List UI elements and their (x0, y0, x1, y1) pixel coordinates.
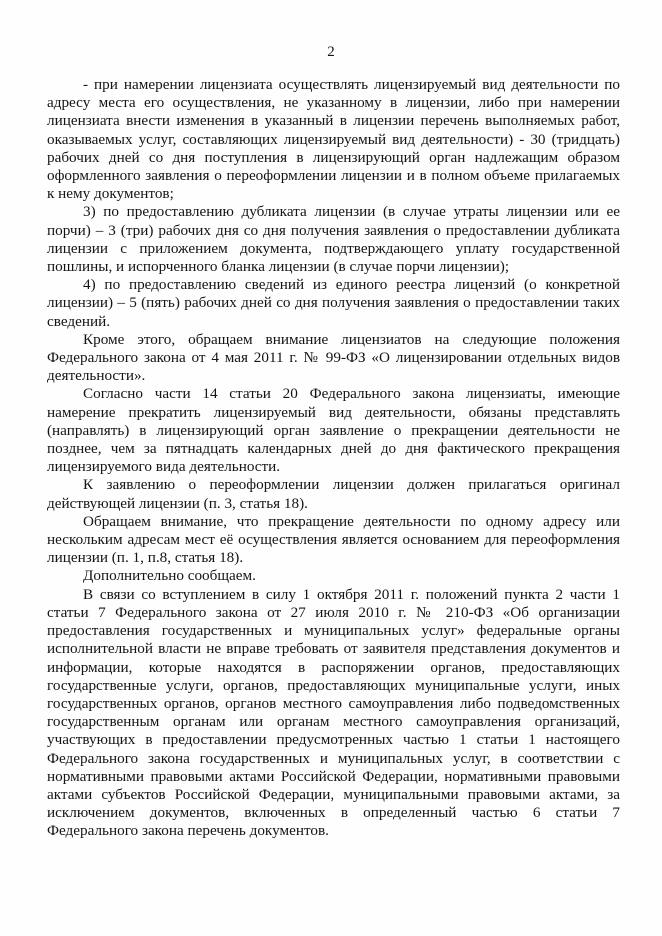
paragraph-federal-law-99: Кроме этого, обращаем внимание лицензиатов на следующие положения Федерального закона от 4 мая 2011 г. № 99-ФЗ «О лицензировании отдельных видов деятельности». (47, 330, 620, 385)
document-body (47, 76, 620, 841)
paragraph-original-license: К заявлению о переоформлении лицензии должен прилагаться оригинал действующей лицензии (п. 3, статья 18). (47, 476, 620, 512)
paragraph-registry-info: 4) по предоставлению сведений из единого реестра лицензий (о конкретной лицензии) – 5 (пять) рабочих дней со дня получения заявления о предоставлении таких сведений. (47, 276, 620, 330)
paragraph-additional-info: Дополнительно сообщаем. (83, 567, 256, 585)
page-number: 2 (327, 44, 335, 60)
paragraph-duplicate-license: 3) по предоставлению дубликата лицензии (в случае утраты лицензии или ее порчи) – 3 (три) рабочих дня со дня получения заявления о предоставлении дубликата лицензии с приложением документа, подтверждающего уплату государственной пошлины, и испорченного бланка лицензии (в случае порчи лицензии); (47, 203, 620, 276)
paragraph-address-termination: Обращаем внимание, что прекращение деятельности по одному адресу или нескольким адресам мест её осуществления является основанием для переоформления лицензии (п. 1, п.8, статья 18). (47, 512, 620, 567)
paragraph-termination-notice: Согласно части 14 статьи 20 Федерального закона лицензиаты, имеющие намерение прекратить лицензируемый вид деятельности, обязаны представлять (направлять) в лицензирующий орган заявление о прекращении деятельности не позднее, чем за пятнадцать календарных дней до дня фактического прекращения лицензируемого вида деятельности. (47, 385, 620, 476)
paragraph-reissue-address: - при намерении лицензиата осуществлять лицензируемый вид деятельности по адресу места его осуществления, не указанному в лицензии, либо при намерении лицензиата внести изменения в указанный в лицензии перечень выполняемых работ, оказываемых услуг, составляющих лицензируемый вид деятельности) - 30 (тридцать) рабочих дней со дня поступления в лицензирующий орган надлежащим образом оформленного заявления о переоформлении лицензии и в полном объеме прилагаемых к нему документов; (47, 76, 620, 203)
paragraph-federal-law-210: В связи со вступлением в силу 1 октября 2011 г. положений пункта 2 части 1 статьи 7 Федерального закона от 27 июля 2010 г. № 210-ФЗ «Об организации предоставления государственных и муниципальных услуг» федеральные органы исполнительной власти не вправе требовать от заявителя представления документов и информации, которые находятся в распоряжении органов, предоставляющих государственные услуги, органов, предоставляющих муниципальные услуги, иных государственных органов, органов местного самоуправления либо подведомственных государственным органам или органам местного самоуправления организаций, участвующих в предоставлении предусмотренных частью 1 статьи 1 настоящего Федерального закона государственных и муниципальных услуг, в соответствии с нормативными правовыми актами Российской Федерации, нормативными правовыми актами субъектов Российской Федерации, муниципальными правовыми актами, за исключением документов, включенных в определенный частью 6 статьи 7 Федерального закона перечень документов. (47, 585, 620, 840)
